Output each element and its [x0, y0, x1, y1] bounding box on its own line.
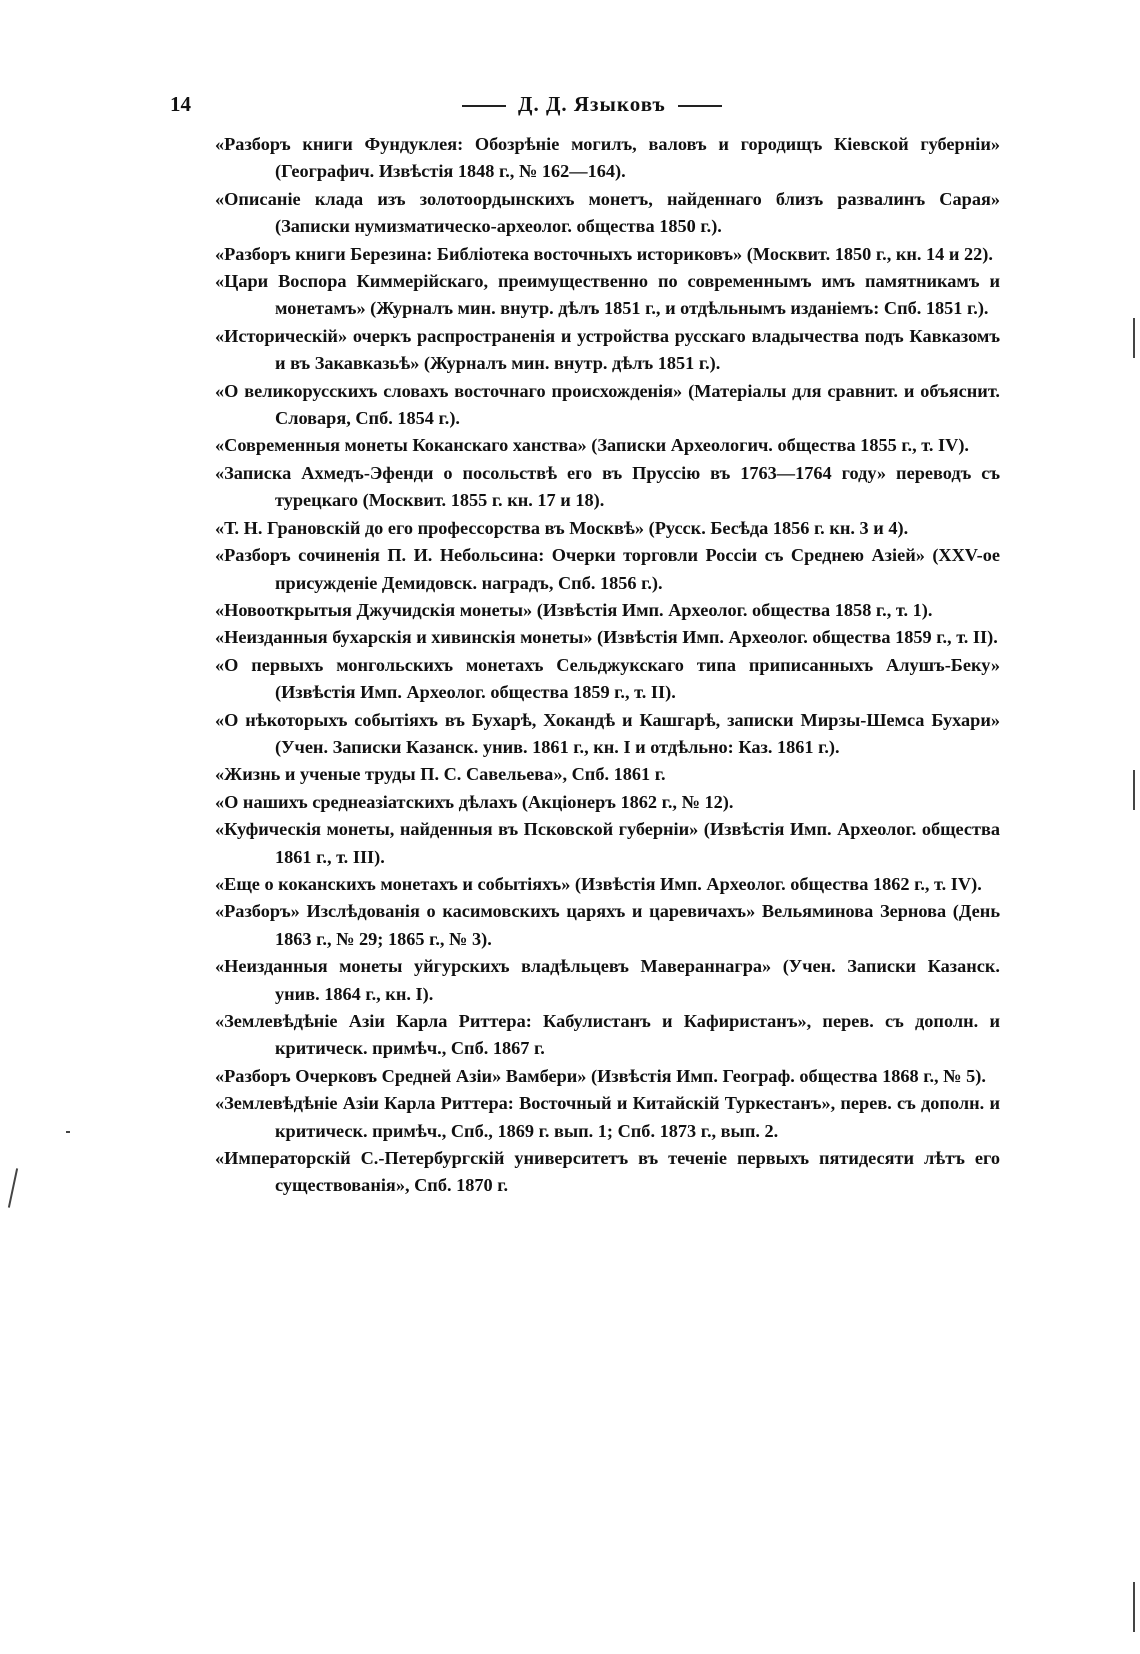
title-dash-left	[462, 105, 506, 107]
bibliography-entry: «Куфическія монеты, найденныя въ Псковской губерніи» (Извѣстія Имп. Археолог. общества 1861 г., т. III).	[215, 819, 1000, 867]
bibliography-entry: «Цари Воспора Киммерійскаго, преимущественно по современнымъ имъ памятникамъ и монетамъ» (Журналъ мин. внутр. дѣлъ 1851 г., и отдѣльнымъ изданіемъ: Спб. 1851 г.).	[215, 271, 1000, 319]
scan-artifact-line	[1133, 770, 1135, 810]
page-number: 14	[170, 92, 191, 116]
bibliography-entry: «Неизданныя монеты уйгурскихъ владѣльцевъ Мавераннагра» (Учен. Записки Казанск. унив. 1864 г., кн. I).	[215, 956, 1000, 1004]
bibliography-entry: «Неизданныя бухарскія и хивинскія монеты» (Извѣстія Имп. Археолог. общества 1859 г., т. II).	[215, 627, 998, 648]
bibliography-entry: «Разборъ» Изслѣдованія о касимовскихъ царяхъ и царевичахъ» Вельяминова Зернова (День 1863 г., № 29; 1865 г., № 3).	[215, 901, 1000, 949]
bibliography-entry: «Жизнь и ученые труды П. С. Савельева», Спб. 1861 г.	[215, 764, 666, 785]
bibliography-entry: «Разборъ книги Фундуклея: Обозрѣніе могилъ, валовъ и городищъ Кіевской губерніи» (Географич. Извѣстія 1848 г., № 162—164).	[215, 134, 1000, 182]
bibliography-entry: «Землевѣдѣніе Азіи Карла Риттера: Кабулистанъ и Кафиристанъ», перев. съ дополн. и критическ. примѣч., Спб. 1867 г.	[215, 1011, 1000, 1059]
bibliography-entry: «Разборъ Очерковъ Средней Азіи» Вамбери» (Извѣстія Имп. Географ. общества 1868 г., № 5).	[215, 1065, 986, 1086]
title-dash-right	[678, 105, 722, 107]
bibliography-entry: «Историческій» очеркъ распространенія и устройства русскаго владычества подъ Кавказомъ и въ Закавказьѣ» (Журналъ мин. внутр. дѣлъ 1851 г.).	[215, 325, 1000, 374]
bibliography-list	[215, 131, 1000, 1200]
bibliography-entry: «Современныя монеты Коканскаго ханства» (Записки Археологич. общества 1855 г., т. IV).	[215, 435, 969, 456]
scan-artifact-line	[1133, 318, 1135, 358]
bibliography-entry: «Записка Ахмедъ-Эфенди о посольствѣ его въ Пруссію въ 1763—1764 году» переводъ съ турецкаго (Москвит. 1855 г. кн. 17 и 18).	[215, 462, 1000, 511]
bibliography-entry: «Разборъ сочиненія П. И. Небольсина: Очерки торговли Россіи съ Среднею Азіей» (XXV-ое присужденіе Демидовск. наградъ, Спб. 1856 г.).	[215, 545, 1000, 593]
bibliography-entry: «Новооткрытыя Джучидскія монеты» (Извѣстія Имп. Археолог. общества 1858 г., т. 1).	[215, 599, 933, 620]
bibliography-entry: «О нашихъ среднеазіатскихъ дѣлахъ (Акціонеръ 1862 г., № 12).	[215, 791, 734, 812]
bibliography-entry: «Императорскій С.-Петербургскій университетъ въ теченіе первыхъ пятидесяти лѣтъ его существованія», Спб. 1870 г.	[215, 1148, 1000, 1196]
bibliography-entry: «Землевѣдѣніе Азіи Карла Риттера: Восточный и Китайскій Туркестанъ», перев. съ дополн. и критическ. примѣч., Спб., 1869 г. вып. 1; Спб. 1873 г., вып. 2.	[215, 1093, 1000, 1141]
bibliography-entry: «Т. Н. Грановскій до его профессорства въ Москвѣ» (Русск. Бесѣда 1856 г. кн. 3 и 4).	[215, 517, 909, 538]
bibliography-entry: «О первыхъ монгольскихъ монетахъ Сельджукскаго типа приписанныхъ Алушъ-Беку» (Извѣстія Имп. Археолог. общества 1859 г., т. II).	[215, 654, 1000, 703]
bibliography-entry: «О нѣкоторыхъ событіяхъ въ Бухарѣ, Хокандѣ и Кашгарѣ, записки Мирзы-Шемса Бухари» (Учен. Записки Казанск. унив. 1861 г., кн. I и отдѣльно: Каз. 1861 г.).	[215, 709, 1000, 757]
bibliography-entry: «Разборъ книги Березина: Библіотека восточныхъ историковъ» (Москвит. 1850 г., кн. 14 и 22).	[215, 243, 993, 264]
bibliography-entry: «О великорусскихъ словахъ восточнаго происхожденія» (Матеріалы для сравнит. и объяснит. Словаря, Спб. 1854 г.).	[215, 380, 1000, 429]
page-header	[170, 92, 1000, 122]
bibliography-entry: «Еще о коканскихъ монетахъ и событіяхъ» (Извѣстія Имп. Археолог. общества 1862 г., т. IV).	[215, 873, 982, 894]
bibliography-entry: «Описаніе клада изъ золотоордынскихъ монетъ, найденнаго близъ развалинъ Сарая» (Записки нумизматическо-археолог. общества 1850 г.).	[215, 188, 1000, 237]
running-title-text: Д. Д. Языковъ	[518, 92, 666, 116]
scan-artifact-dot	[66, 1131, 70, 1133]
scan-artifact-line	[8, 1168, 18, 1208]
running-title	[450, 92, 734, 117]
scan-artifact-line	[1133, 1582, 1135, 1632]
